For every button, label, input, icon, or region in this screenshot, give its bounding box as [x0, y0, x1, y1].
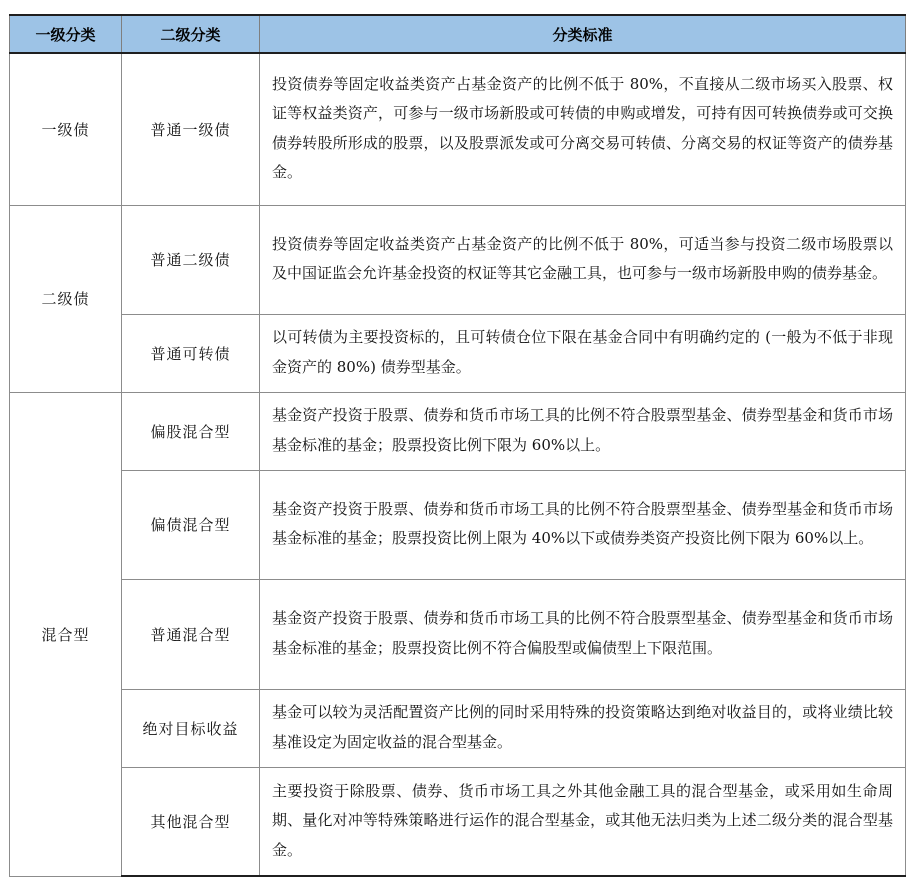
classification-standard-cell: 基金资产投资于股票、债券和货币市场工具的比例不符合股票型基金、债券型基金和货币市场基金标准的基金；股票投资比例不符合偏股型或偏债型上下限范围。	[260, 579, 906, 689]
classification-standard-cell: 投资债券等固定收益类资产占基金资产的比例不低于 80%，可适当参与投资二级市场股票以及中国证监会允许基金投资的权证等其它金融工具，也可参与一级市场新股申购的债券基金。	[260, 205, 906, 314]
secondary-category-cell: 普通可转债	[122, 314, 260, 392]
table-row	[10, 314, 906, 392]
secondary-category-cell: 偏债混合型	[122, 470, 260, 579]
classification-standard-cell: 基金可以较为灵活配置资产比例的同时采用特殊的投资策略达到绝对收益目的，或将业绩比较基准设定为固定收益的混合型基金。	[260, 689, 906, 767]
classification-standard-cell: 投资债券等固定收益类资产占基金资产的比例不低于 80%，不直接从二级市场买入股票、权证等权益类资产，可参与一级市场新股或可转债的申购或增发，可持有因可转换债券或可交换债券转股所形成的股票，以及股票派发或可分离交易可转债、分离交易的权证等资产的债券基金。	[260, 53, 906, 205]
header-secondary-category: 二级分类	[122, 15, 260, 53]
header-primary-category: 一级分类	[10, 15, 122, 53]
table-row	[10, 579, 906, 689]
fund-classification-table-wrapper	[9, 14, 905, 877]
secondary-category-cell: 普通二级债	[122, 205, 260, 314]
classification-standard-cell: 以可转债为主要投资标的，且可转债仓位下限在基金合同中有明确约定的 (一般为不低于非现金资产的 80%) 债券型基金。	[260, 314, 906, 392]
table-row	[10, 470, 906, 579]
classification-standard-cell: 基金资产投资于股票、债券和货币市场工具的比例不符合股票型基金、债券型基金和货币市场基金标准的基金；股票投资比例上限为 40%以下或债券类资产投资比例下限为 60%以上。	[260, 470, 906, 579]
primary-category-cell: 二级债	[10, 205, 122, 392]
classification-standard-cell: 主要投资于除股票、债券、货币市场工具之外其他金融工具的混合型基金，或采用如生命周期、量化对冲等特殊策略进行运作的混合型基金，或其他无法归类为上述二级分类的混合型基金。	[260, 767, 906, 876]
table-row	[10, 205, 906, 314]
fund-classification-table	[9, 14, 906, 877]
header-classification-standard: 分类标准	[260, 15, 906, 53]
secondary-category-cell: 绝对目标收益	[122, 689, 260, 767]
classification-standard-cell: 基金资产投资于股票、债券和货币市场工具的比例不符合股票型基金、债券型基金和货币市场基金标准的基金；股票投资比例下限为 60%以上。	[260, 392, 906, 470]
secondary-category-cell: 普通混合型	[122, 579, 260, 689]
table-row	[10, 767, 906, 876]
primary-category-cell: 一级债	[10, 53, 122, 205]
secondary-category-cell: 普通一级债	[122, 53, 260, 205]
secondary-category-cell: 其他混合型	[122, 767, 260, 876]
primary-category-cell: 混合型	[10, 392, 122, 876]
table-header-row	[10, 15, 906, 53]
secondary-category-cell: 偏股混合型	[122, 392, 260, 470]
table-row	[10, 689, 906, 767]
table-row	[10, 53, 906, 205]
table-row	[10, 392, 906, 470]
